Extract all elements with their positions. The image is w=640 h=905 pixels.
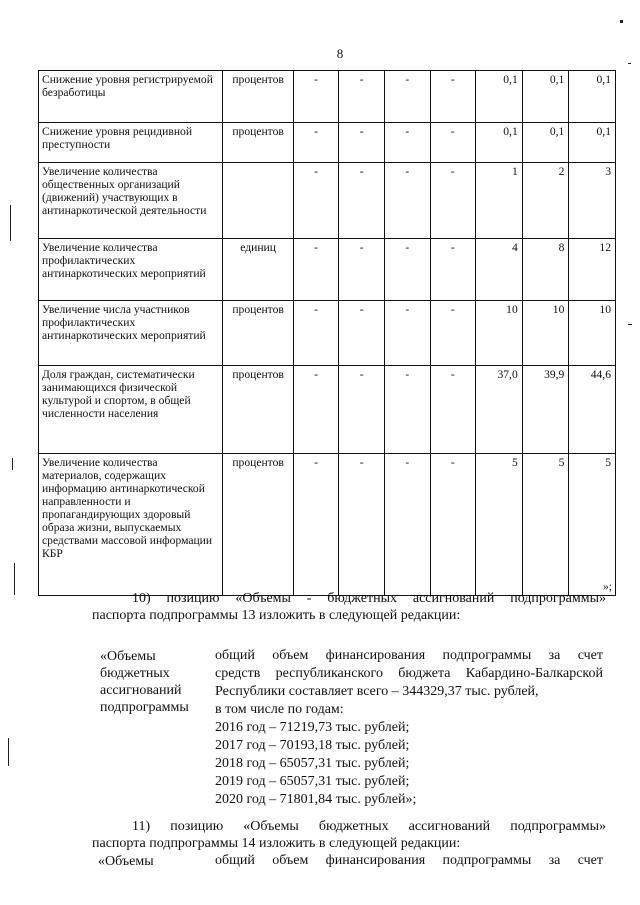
value-cell: 10 [569, 301, 616, 366]
value-cell: - [384, 454, 430, 596]
indicator-name: Снижение уровня рецидивной преступности [39, 123, 223, 163]
block-2-label: «Объемы [98, 854, 154, 869]
page-number: 8 [336, 46, 344, 61]
value-cell: - [293, 123, 339, 163]
value-cell: - [384, 301, 430, 366]
value-cell: - [293, 163, 339, 239]
indicator-name: Увеличение числа участников профилактических антинаркотических мероприятий [39, 301, 223, 366]
value-cell: 3 [569, 163, 616, 239]
indicator-name: Увеличение количества профилактических антинаркотических мероприятий [39, 239, 223, 301]
value-cell: - [293, 239, 339, 301]
margin-line [12, 458, 13, 470]
item-10-paragraph [92, 590, 606, 624]
value-cell: 0,1 [476, 71, 523, 123]
scan-mark [628, 63, 631, 64]
value-cell: - [339, 123, 385, 163]
value-cell: - [384, 239, 430, 301]
value-cell: 0,1 [476, 123, 523, 163]
table-row [39, 301, 616, 366]
unit-cell: процентов [223, 366, 293, 454]
table-row [39, 366, 616, 454]
last-value: 5 [605, 456, 611, 469]
value-cell: 37,0 [476, 366, 523, 454]
value-cell: - [293, 301, 339, 366]
value-cell: 1 [476, 163, 523, 239]
text-line: 2016 год – 71219,73 тыс. рублей; [215, 720, 410, 735]
unit-cell: единиц [223, 239, 293, 301]
value-cell: - [430, 239, 476, 301]
label-line: «Объемы [100, 649, 156, 664]
table-row [39, 239, 616, 301]
text-line: Республики составляет всего – 344329,37 тыс. рублей, [215, 684, 539, 699]
value-cell: 4 [476, 239, 523, 301]
value-cell: - [384, 366, 430, 454]
indicators-table [38, 70, 616, 596]
value-cell: - [339, 301, 385, 366]
table-row [39, 454, 616, 596]
value-cell: - [430, 71, 476, 123]
label-line: бюджетных [100, 666, 170, 681]
unit-cell: процентов [223, 301, 293, 366]
indicator-name: Увеличение количества материалов, содержащих информацию антинаркотической направленности и пропагандирующих здоровый образа жизни, выпускаемых средствами массовой информации КБР [39, 454, 223, 596]
item-10-line: 10) позицию «Объемы - бюджетных ассигнований подпрограммы» [132, 591, 606, 606]
value-cell: - [339, 163, 385, 239]
item-11-line: паспорта подпрограммы 14 изложить в следующей редакции: [92, 836, 461, 851]
scan-mark [620, 20, 623, 23]
unit-cell: процентов [223, 454, 293, 596]
value-cell: - [293, 71, 339, 123]
indicator-name: Снижение уровня регистрируемой безработицы [39, 71, 223, 123]
value-cell: - [339, 366, 385, 454]
value-cell: 0,1 [569, 71, 616, 123]
value-cell: - [339, 71, 385, 123]
block-1-label [100, 648, 208, 716]
value-cell [569, 454, 616, 596]
item-11-line: 11) позицию «Объемы бюджетных ассигнований подпрограммы» [132, 819, 606, 834]
text-line: 2018 год – 65057,31 тыс. рублей; [215, 756, 410, 771]
indicator-name: Увеличение количества общественных организаций (движений) участвующих в антинаркотической деятельности [39, 163, 223, 239]
text-line: 2019 год – 65057,31 тыс. рублей; [215, 774, 410, 789]
value-cell: 10 [522, 301, 569, 366]
value-cell: 0,1 [569, 123, 616, 163]
unit-cell: процентов [223, 71, 293, 123]
text-line: 2020 год – 71801,84 тыс. рублей»; [215, 792, 417, 807]
value-cell: - [430, 454, 476, 596]
value-cell: - [339, 239, 385, 301]
value-cell: - [430, 123, 476, 163]
value-cell: - [339, 454, 385, 596]
value-cell: - [384, 163, 430, 239]
value-cell: 8 [522, 239, 569, 301]
value-cell: - [430, 163, 476, 239]
text-line: 2017 год – 70193,18 тыс. рублей; [215, 738, 410, 753]
value-cell: 44,6 [569, 366, 616, 454]
indicator-name: Доля граждан, систематически занимающихся физической культурой и спортом, в общей численности населения [39, 366, 223, 454]
value-cell: - [293, 366, 339, 454]
value-cell: 39,9 [522, 366, 569, 454]
table-row [39, 71, 616, 123]
closing-quote: »; [602, 580, 612, 593]
value-cell: 10 [476, 301, 523, 366]
block-2-text [215, 852, 603, 870]
value-cell: - [430, 366, 476, 454]
margin-line [8, 738, 9, 766]
margin-line [10, 205, 11, 241]
value-cell: 5 [522, 454, 569, 596]
item-10-line: паспорта подпрограммы 13 изложить в следующей редакции: [92, 608, 461, 623]
value-cell: - [430, 301, 476, 366]
value-cell: 5 [476, 454, 523, 596]
table-row [39, 123, 616, 163]
scan-mark [628, 324, 632, 325]
value-cell: 12 [569, 239, 616, 301]
block-1-text [215, 647, 603, 809]
value-cell: 2 [522, 163, 569, 239]
value-cell: 0,1 [522, 123, 569, 163]
text-line: средств республиканского бюджета Кабардино-Балкарской [215, 666, 603, 681]
text-line: общий объем финансирования подпрограммы за счет [215, 648, 603, 663]
label-line: ассигнований [100, 683, 182, 698]
value-cell: - [293, 454, 339, 596]
value-cell: - [384, 71, 430, 123]
unit-cell [223, 163, 293, 239]
value-cell: 0,1 [522, 71, 569, 123]
text-line: в том числе по годам: [215, 702, 344, 717]
table-row [39, 163, 616, 239]
unit-cell: процентов [223, 123, 293, 163]
text-line: общий объем финансирования подпрограммы за счет [215, 853, 603, 868]
margin-line [14, 563, 15, 595]
item-11-paragraph [92, 818, 606, 852]
label-line: подпрограммы [100, 700, 189, 715]
value-cell: - [384, 123, 430, 163]
